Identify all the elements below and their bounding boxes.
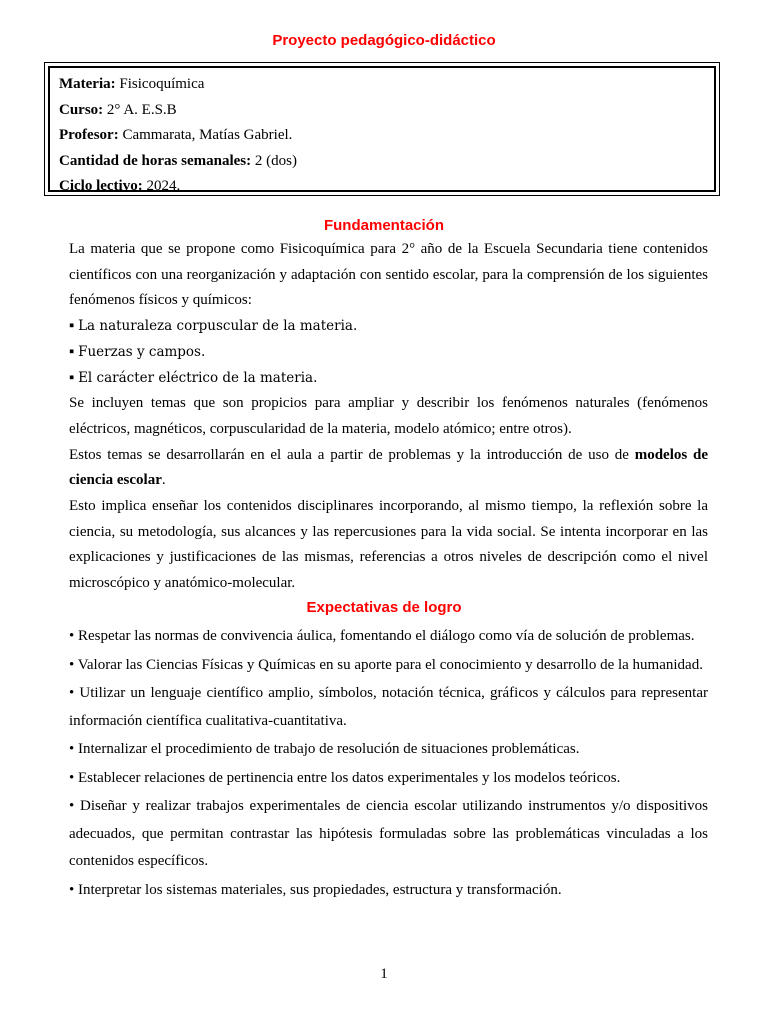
expectativa-item-5 [69,765,708,793]
expectativa-item-7 [69,877,708,905]
fundamentacion-bullet-2 [69,340,708,366]
info-teacher-value: Cammarata, Matías Gabriel. [118,127,293,143]
expectativa-item-3 [69,680,708,735]
expectativa-item-4 [69,736,708,764]
info-subject-label: Materia: [59,76,116,92]
expectativa-text: Diseñar y realizar trabajos experimentales de ciencia escolar utilizando instrumentos y/o dispositivos adecuados, que permitan contrastar las hipótesis formuladas sobre las problemáticas vinculadas a los contenidos específicos. [69,798,708,869]
bullet-text: El carácter eléctrico de la materia. [78,369,318,386]
fundamentacion-paragraph-2: Se incluyen temas que son propicios para ampliar y describir los fenómenos naturales (fenómenos eléctricos, magnéticos, corpuscularidad de la materia, modelo atómico; entre otros). [69,395,708,437]
bullet-icon: • [69,769,79,786]
info-hours-label: Cantidad de horas semanales: [59,152,252,169]
bullet-icon: • [69,628,79,644]
info-school-year [59,174,714,200]
info-course-label: Curso: [59,101,104,118]
bullet-icon: • [69,685,80,701]
bullet-icon: • [69,798,80,814]
fundamentacion-bullet-1 [69,314,708,340]
fundamentacion-paragraph-4: Esto implica enseñar los contenidos disciplinares incorporando, al mismo tiempo, la reflexión sobre la ciencia, su metodología, sus alcances y las repercusiones para la vida social. Se intenta incorporar en las explicaciones y justificaciones de las mismas, referencias a otros niveles de descripción como el nivel microscópico y anatómico-molecular. [69,498,708,592]
fundamentacion-intro: La materia que se propone como Fisicoquímica para 2° año de la Escuela Secundaria tiene contenidos científicos con una reorganización y adaptación con sentido escolar, para la comprensión de los siguientes fenómenos físicos y químicos: [69,241,708,309]
expectativa-item-2 [69,652,708,680]
info-hours-value: 2 (dos) [251,152,297,169]
info-course [59,98,714,124]
info-subject-value: Fisicoquímica [115,76,205,92]
page-number: 1 [380,966,388,982]
document-title: Proyecto pedagógico-didáctico [272,32,496,49]
paragraph-3-start: Estos temas se desarrollarán en el aula a partir de problemas y la introducción de uso de [69,446,635,463]
paragraph-3-end: . [161,472,166,489]
expectativa-text: Interpretar los sistemas materiales, sus propiedades, estructura y transformación. [78,881,562,898]
expectativa-item-6 [69,793,708,876]
info-teacher [59,123,714,149]
expectativa-text: Utilizar un lenguaje científico amplio, símbolos, notación técnica, gráficos y cálculos para representar información científica cualitativa-cuantitativa. [69,685,708,729]
bullet-dot-icon: ▪ [69,369,79,386]
expectativas-list [69,623,708,904]
info-teacher-label: Profesor: [59,127,119,143]
bullet-dot-icon: ▪ [69,318,79,335]
fundamentacion-body [69,237,708,597]
expectativa-text: Internalizar el procedimiento de trabajo de resolución de situaciones problemáticas. [78,741,580,757]
bullet-text: Fuerzas y campos. [78,343,206,360]
expectativa-text: Respetar las normas de convivencia áulica, fomentando el diálogo como vía de solución de problemas. [78,628,695,644]
expectativa-text: Valorar las Ciencias Físicas y Químicas en su aporte para el conocimiento y desarrollo de la humanidad. [77,656,703,673]
bullet-icon: • [69,741,79,757]
course-info-inner-border [48,66,716,192]
paragraph-3-bold: modelos de ciencia escolar [69,446,708,489]
section-heading-expectativas: Expectativas de logro [306,599,462,616]
bullet-icon: • [69,881,79,898]
info-course-value: 2° A. E.S.B [103,101,177,118]
fundamentacion-bullet-3 [69,366,708,392]
expectativa-text: Establecer relaciones de pertinencia entre los datos experimentales y los modelos teóricos. [78,769,621,786]
info-subject [59,72,714,98]
fundamentacion-paragraph-3 [69,443,708,494]
info-hours [59,149,714,175]
info-school-year-value: 2024. [142,178,181,194]
info-school-year-label: Ciclo lectivo: [59,178,143,194]
bullet-icon: • [69,656,78,673]
bullet-text: La naturaleza corpuscular de la materia. [78,318,358,335]
bullet-dot-icon: ▪ [69,343,79,360]
section-heading-fundamentacion: Fundamentación [323,217,444,234]
expectativa-item-1 [69,623,708,651]
course-info-box [44,62,720,196]
